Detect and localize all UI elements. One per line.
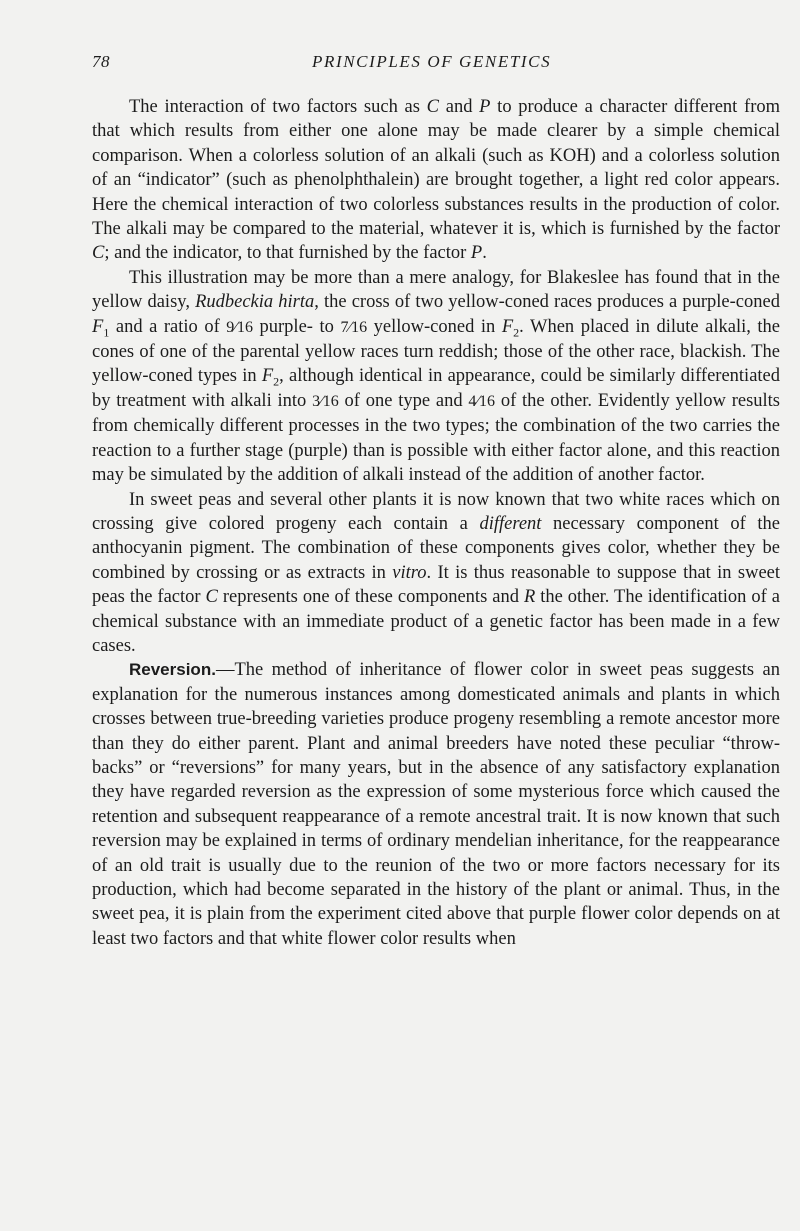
paragraph-sweet-peas: In sweet peas and several other plants it is now known that two white races which on crossing give colored progeny each contain a different necessary component of the anthocyanin pigment. The combination of these components gives color, whether they be combined by crossing or as extracts in vitro. It is thus reasonable to suppose that in sweet peas the factor C represents one of these components and R the other. The identification of a chemical substance with an immediate product of a genetic factor has been made in a few cases. [92, 489, 781, 656]
fraction: 9⁄16 [226, 318, 253, 336]
page-number: 78 [92, 52, 110, 71]
section-heading-reversion: Reversion. [129, 660, 216, 680]
fraction: 3⁄16 [312, 392, 339, 410]
paragraph-rudbeckia: This illustration may be more than a mere analogy, for Blakeslee has found that in the yellow daisy, Rudbeckia hirta, the cross of two yellow-coned races produces a purple-coned $F_1$ and a ratio of 9⁄16 purple- to 7⁄16 yellow-coned in $F_2$. When placed in dilute alkali, the cones of one of the parental yellow races turn reddish; those of the other race, blackish. The yellow-coned types in $F_2$, although identical in appearance, could be similarly differentiated by treatment with alkali into 3⁄16 of one type and 4⁄16 of the other. Evidently yellow results from chemically different processes in the two types; the combination of the two carries the reaction to a further stage (purple) than is possible with either factor alone, and this reaction may be simulated by the addition of alkali instead of the addition of another factor. [92, 267, 781, 486]
factor-symbol: C [205, 587, 218, 608]
page-header [92, 52, 772, 78]
species-name: Rudbeckia hirta [195, 292, 315, 313]
factor-symbol: P [470, 243, 483, 264]
factor-symbol: P [479, 97, 491, 117]
factor-symbol: C [426, 97, 440, 117]
factor-symbol: R [523, 587, 536, 608]
fraction: 7⁄16 [340, 318, 368, 336]
body-text [92, 95, 780, 951]
factor-symbol: C [92, 243, 105, 264]
fraction: 4⁄16 [468, 392, 496, 410]
running-title: PRINCIPLES OF GENETICS [312, 52, 552, 71]
paragraph-reversion: Reversion.—The method of inheritance of flower color in sweet peas suggests an explanation for the numerous instances among domesticated animals and plants in which crosses between true-breeding varieties produce progeny resembling a remote ancestor more than they do either parent. Plant and animal breeders have noted these peculiar “throw-backs” or “reversions” for many years, but in the absence of any satisfactory explanation they have regarded reversion as the expression of some mysterious force which caused the retention and subsequent reappearance of a remote ancestral trait. It is now known that such reversion may be explained in terms of ordinary mendelian inheritance, for the reappearance of an old trait is usually due to the reunion of the two or more factors necessary for its production, which had become separated in the history of the plant or animal. Thus, in the sweet pea, it is plain from the experiment cited above that purple flower color depends on at least two factors and that white flower color results when [92, 660, 780, 949]
paragraph-chemical-comparison: The interaction of two factors such as C and P to produce a character different from that which results from either one alone may be made clearer by a simple chemical comparison. When a colorless solution of an alkali (such as KOH) and a colorless solution of an “indicator” (such as phenolphthalein) are brought together, a light red color appears. Here the chemical interaction of two colorless substances results in the production of color. The alkali may be compared to the material, whatever it is, which is furnished by the factor C; and the indicator, to that furnished by the factor P. [92, 97, 780, 264]
